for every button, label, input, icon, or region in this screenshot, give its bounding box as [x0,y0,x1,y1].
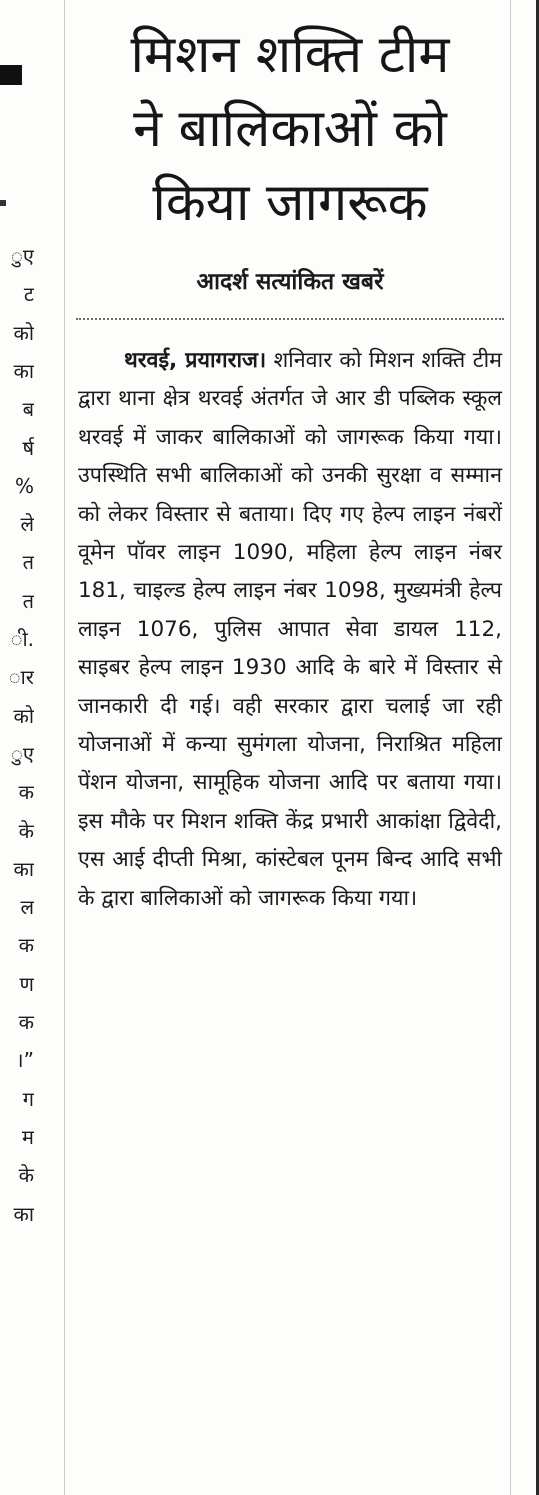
headline-line: किया जागरूक [152,173,428,233]
column-tick [0,200,6,206]
column-divider [64,0,65,1495]
body-text: शनिवार को मिशन शक्ति टीम द्वारा थाना क्षेत्र थरवई अंतर्गत जे आर डी पब्लिक स्कूल थरवई में जाकर बालिकाओं को जागरूक किया गया। उपस्थिति सभी बालिकाओं को उनकी सुरक्षा व सम्मान को लेकर विस्तार से बताया। दिए गए हेल्प लाइन नंबरों वूमेन पॉवर लाइन 1090, महिला हेल्प लाइन नंबर 181, चाइल्ड हेल्प लाइन नंबर 1098, मुख्यमंत्री हेल्प लाइन 1076, पुलिस आपात सेवा डायल 112, साइबर हेल्प लाइन 1930 आदि के बारे में विस्तार से जानकारी दी गई। वही सरकार द्वारा चलाई जा रही योजनाओं में कन्या सुमंगला योजना, निराश्रित महिला पेंशन योजना, सामूहिक योजना आदि पर बताया गया। इस मौके पर मिशन शक्ति केंद्र प्रभारी आकांक्षा द्विवेदी, एस आई दीप्ती मिश्रा, कांस्टेबल पूनम बिन्द आदि सभी के द्वारा बालिकाओं को जागरूक किया गया। [78,348,502,911]
headline-line: ने बालिकाओं को [133,99,447,159]
adjacent-line-fragment: ल [20,895,34,920]
adjacent-line-fragment: का [13,358,34,383]
adjacent-line-fragment: को [13,320,34,345]
adjacent-line-fragment: ुए [11,244,34,268]
adjacent-line-fragment: क [18,780,34,805]
byline: आदर्श सत्यांकित खबरें [196,269,384,295]
adjacent-line-fragment: ।” [16,1048,34,1073]
headline [76,18,504,240]
dateline: थरवई, प्रयागराज। [124,348,267,373]
adjacent-line-fragment: ले [20,512,34,537]
adjacent-line-fragment: क [18,1010,34,1034]
column-divider-right [510,0,511,1495]
column-marker [0,65,22,85]
adjacent-line-fragment: ण [19,971,34,996]
headline-line: मिशन शक्ति टीम [130,25,450,85]
adjacent-line-fragment: ार [8,665,34,690]
dotted-separator [76,318,504,320]
adjacent-line-fragment: के [18,818,34,843]
adjacent-line-fragment: का [13,1201,34,1226]
article-paragraph [78,342,502,918]
adjacent-line-fragment: ग [22,1086,34,1111]
adjacent-line-fragment: ुए [11,741,34,766]
news-article [76,0,504,1495]
adjacent-line-fragment: ट [23,282,34,307]
adjacent-line-fragment: के [18,1163,34,1188]
adjacent-line-fragment: % [14,473,34,498]
adjacent-line-fragment: ब [22,397,34,422]
adjacent-line-fragment: को [13,703,34,728]
adjacent-line-fragment: र्ष [22,435,34,460]
adjacent-line-fragment: क [18,933,34,958]
adjacent-line-fragment: त [22,588,34,613]
article-body [76,342,504,918]
adjacent-line-fragment: म [22,1124,34,1149]
adjacent-line-fragment: का [13,856,34,881]
adjacent-line-fragment: त [22,550,34,575]
adjacent-line-fragment: ी. [10,627,34,651]
adjacent-article-column [0,0,60,1495]
